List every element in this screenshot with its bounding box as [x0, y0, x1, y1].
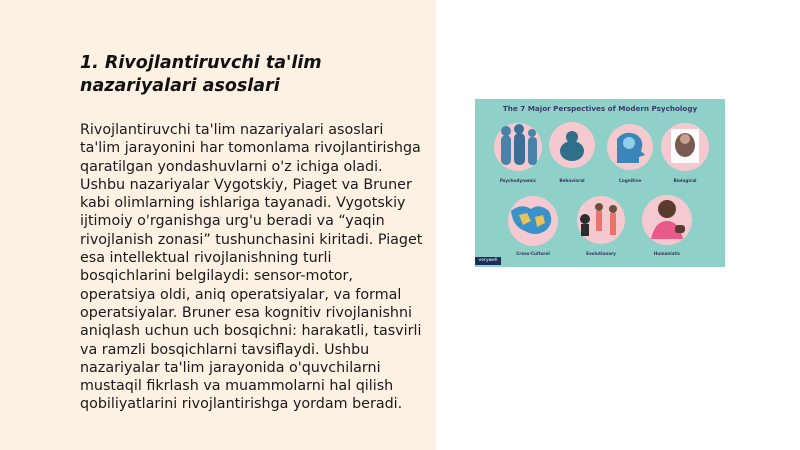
- caption-cross-cultural: Cross-Cultural: [516, 251, 550, 256]
- perspectives-illustration: [475, 99, 725, 267]
- caption-cognitive: Cognitive: [618, 178, 642, 183]
- figure-title: The 7 Major Perspectives of Modern Psychology: [502, 104, 698, 113]
- caption-psychodynamic: Psychodynamic: [499, 178, 537, 183]
- psychology-perspectives-image: [475, 99, 725, 267]
- caption-biological: Biological: [673, 178, 697, 183]
- caption-behavioral: Behavioral: [559, 178, 585, 183]
- slide-title: 1. Rivojlantiruvchi ta'lim nazariyalari asoslari: [80, 53, 322, 96]
- caption-evolutionary: Evolutionary: [586, 251, 616, 256]
- caption-humanistic: Humanistic: [653, 251, 681, 256]
- brand-logo: verywell: [475, 257, 501, 265]
- slide-body-text: Rivojlantiruvchi ta'lim nazariyalari asoslari ta'lim jarayonini har tomonlama rivojlantirishga qaratilgan yondashuvlarni o'z ichiga oladi. Ushbu nazariyalar Vygotskiy, Piaget va Bruner kabi olimlarning ishlariga tayanadi. Vygotskiy ijtimoiy o'rganishga urg'u beradi va “yaqin rivojlanish zonasi” tushunchasini kiritadi. Piaget esa intellektual rivojlanishning turli bosqichlarini belgilaydi: sensor-motor, operatsiya oldi, aniq operatsiyalar, va formal operatsiyalar. Bruner esa kognitiv rivojlanishni aniqlash uchun uch bosqichni: harakatli, tasvirli va ramzli bosqichlarni tavsiflaydi. Ushbu nazariyalar ta'lim jarayonida o'quvchilarni mustaqil fikrlash va muammolarni hal qilish qobiliyatlarini rivojlantirishga yordam beradi.: [80, 122, 423, 413]
